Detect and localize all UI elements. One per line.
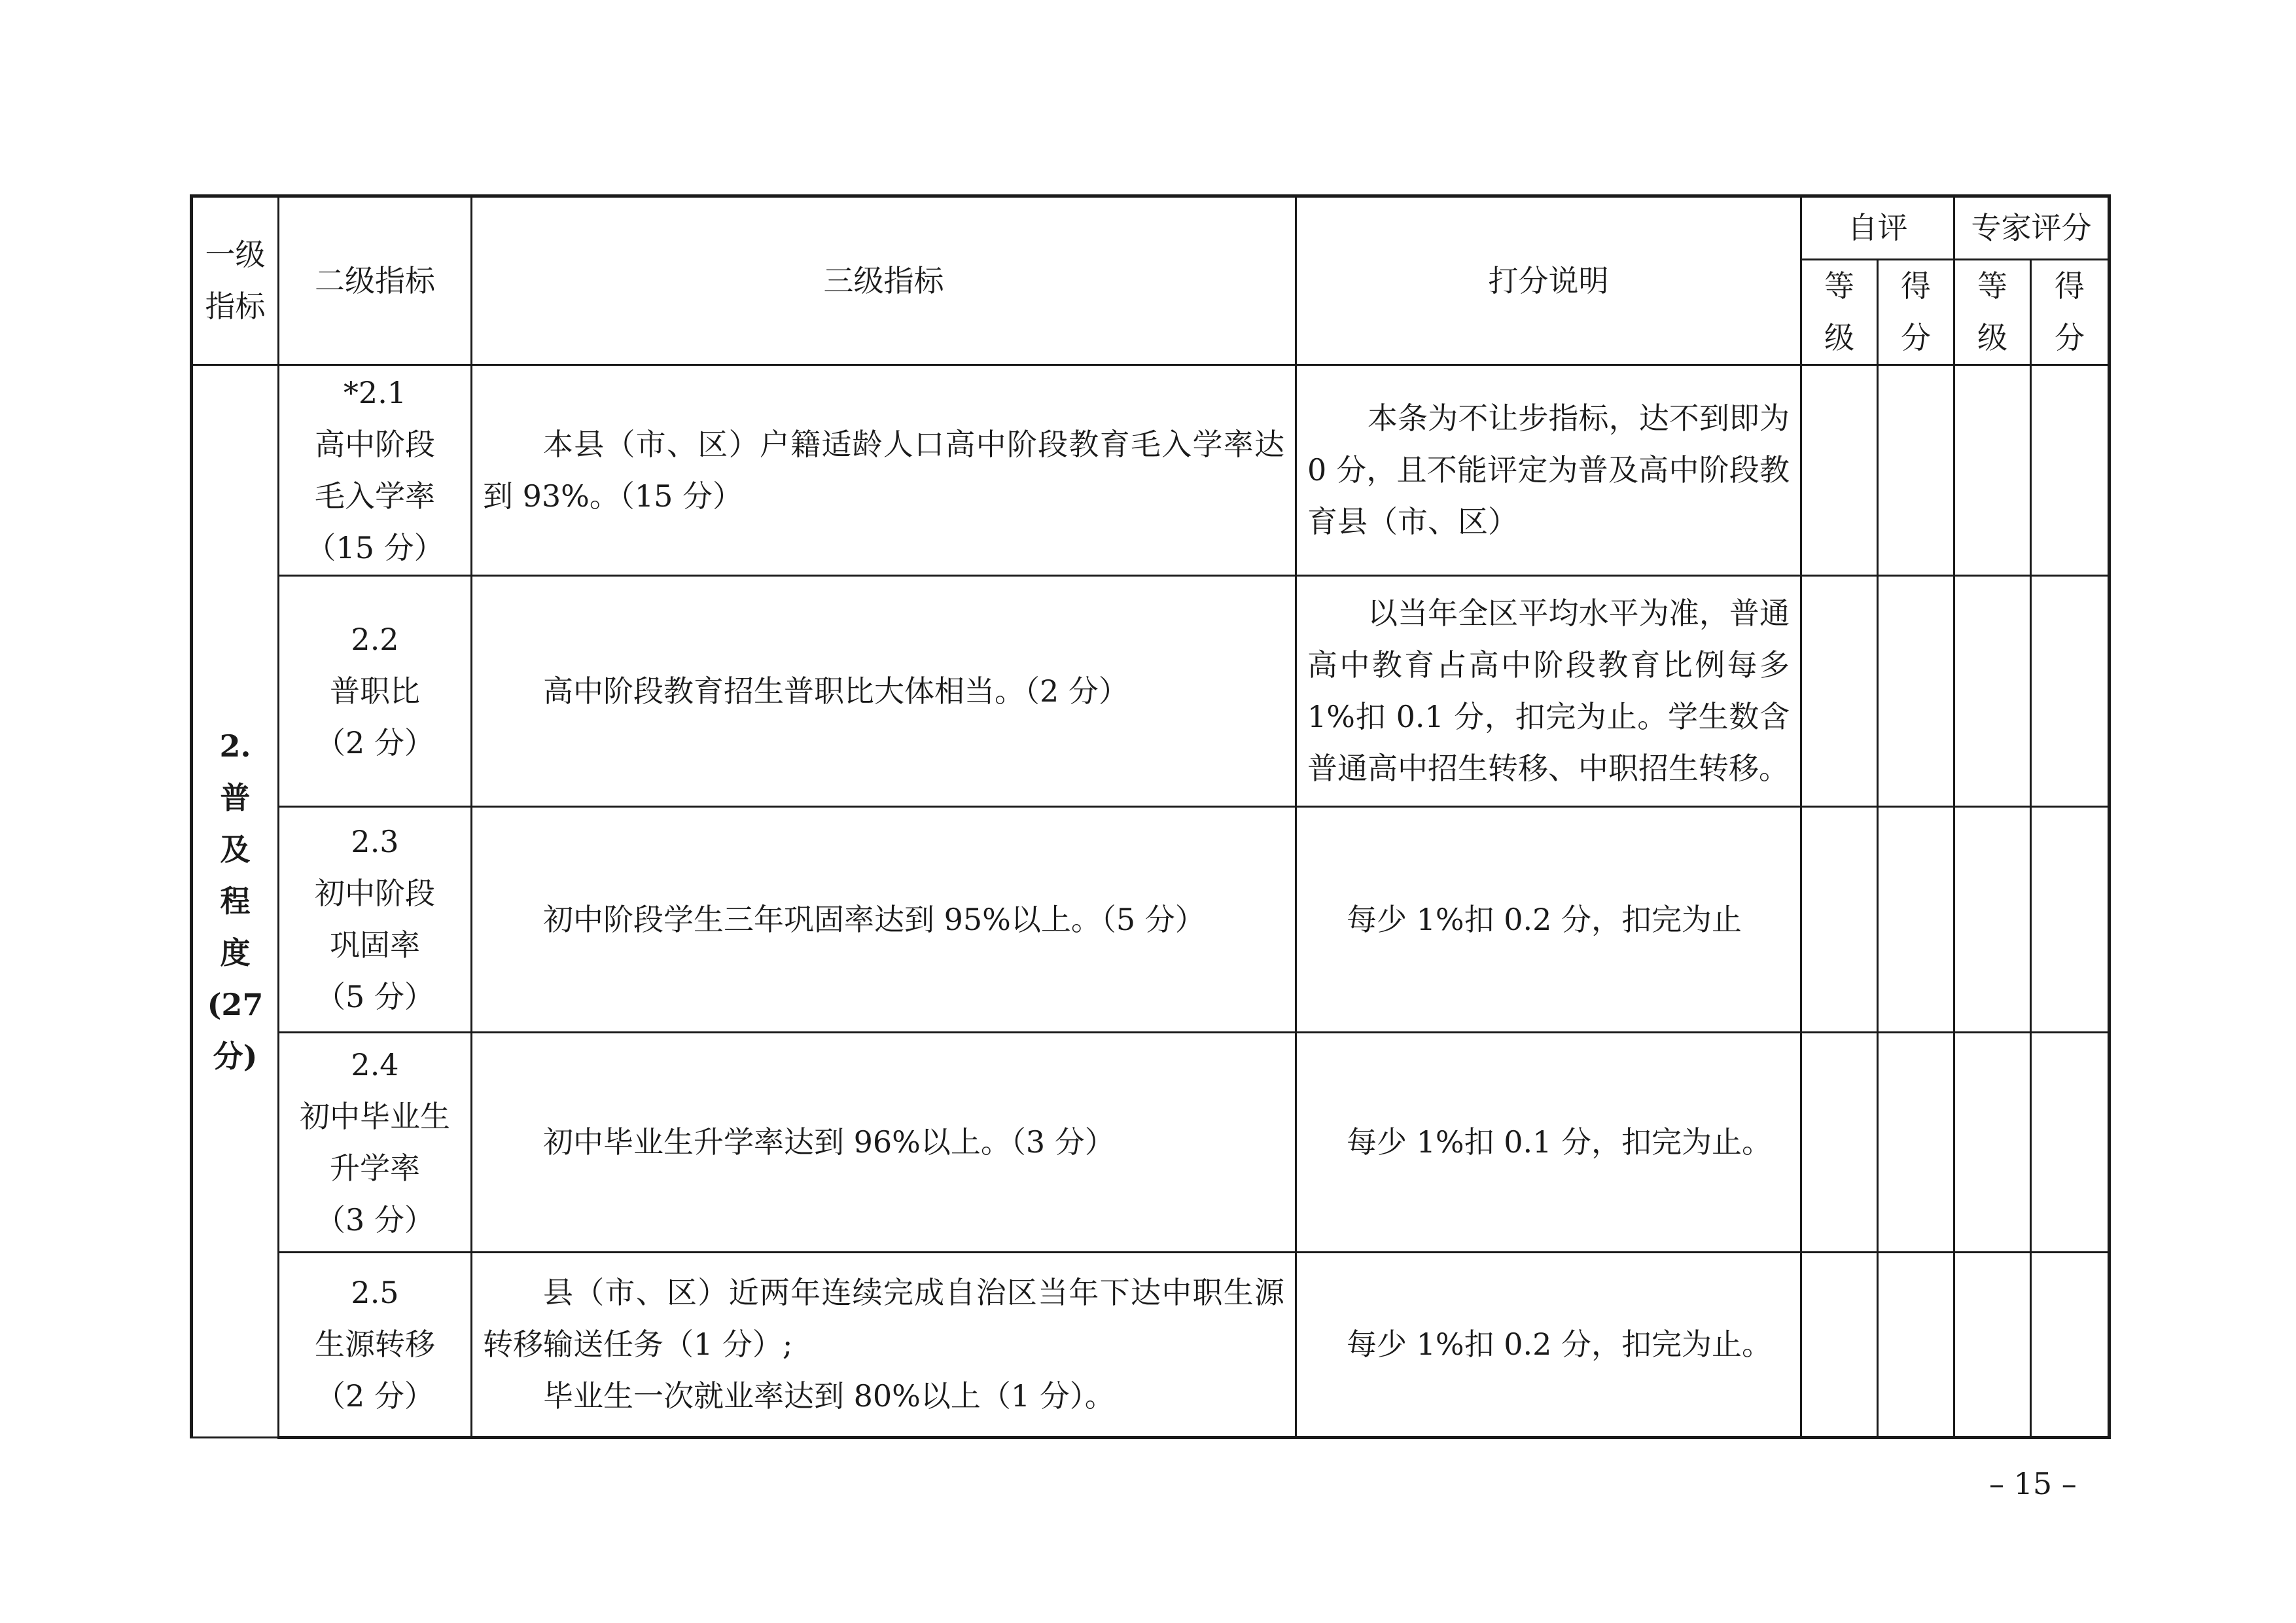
dimension-cell: 2. 普 及 程 度 (27 分) bbox=[192, 365, 279, 1438]
sub-indicator: 2.2 普职比 （2 分） bbox=[279, 576, 472, 807]
standard-text: 本县（市、区）户籍适龄人口高中阶段教育毛入学率达到 93%。（15 分） bbox=[472, 365, 1296, 576]
header-expert-grade: 等 级 bbox=[1954, 260, 2031, 365]
expert-points-cell[interactable] bbox=[2031, 807, 2110, 1033]
scoring-note: 每少 1%扣 0.1 分，扣完为止。 bbox=[1296, 1033, 1801, 1253]
header-scoring-note: 打分说明 bbox=[1296, 196, 1801, 365]
expert-points-cell[interactable] bbox=[2031, 1253, 2110, 1438]
evaluation-table bbox=[190, 194, 2111, 1439]
standard-text: 县（市、区）近两年连续完成自治区当年下达中职生源转移输送任务（1 分）; 毕业生一次就业率达到 80%以上（1 分）。 bbox=[472, 1253, 1296, 1438]
standard-text: 高中阶段教育招生普职比大体相当。（2 分） bbox=[472, 576, 1296, 807]
self-points-cell[interactable] bbox=[1878, 365, 1954, 576]
header-level1: 一级 指标 bbox=[192, 196, 279, 365]
header-self-eval: 自评 bbox=[1801, 196, 1954, 260]
sub-indicator: 2.3 初中阶段 巩固率 （5 分） bbox=[279, 807, 472, 1033]
sub-indicator: *2.1 高中阶段 毛入学率 （15 分） bbox=[279, 365, 472, 576]
expert-points-cell[interactable] bbox=[2031, 576, 2110, 807]
header-level2: 二级指标 bbox=[279, 196, 472, 365]
expert-grade-cell[interactable] bbox=[1954, 1033, 2031, 1253]
self-grade-cell[interactable] bbox=[1801, 576, 1878, 807]
expert-points-cell[interactable] bbox=[2031, 365, 2110, 576]
expert-grade-cell[interactable] bbox=[1954, 1253, 2031, 1438]
expert-grade-cell[interactable] bbox=[1954, 807, 2031, 1033]
header-self-grade: 等 级 bbox=[1801, 260, 1878, 365]
self-points-cell[interactable] bbox=[1878, 807, 1954, 1033]
self-grade-cell[interactable] bbox=[1801, 807, 1878, 1033]
scoring-note: 每少 1%扣 0.2 分，扣完为止 bbox=[1296, 807, 1801, 1033]
scoring-note: 每少 1%扣 0.2 分，扣完为止。 bbox=[1296, 1253, 1801, 1438]
scoring-note: 以当年全区平均水平为准，普通高中教育占高中阶段教育比例每多 1%扣 0.1 分，扣完为止。学生数含普通高中招生转移、中职招生转移。 bbox=[1296, 576, 1801, 807]
expert-grade-cell[interactable] bbox=[1954, 576, 2031, 807]
header-self-points: 得 分 bbox=[1878, 260, 1954, 365]
standard-text: 初中阶段学生三年巩固率达到 95%以上。（5 分） bbox=[472, 807, 1296, 1033]
header-expert-score: 专家评分 bbox=[1954, 196, 2110, 260]
sub-indicator: 2.5 生源转移 （2 分） bbox=[279, 1253, 472, 1438]
scoring-note: 本条为不让步指标，达不到即为 0 分，且不能评定为普及高中阶段教育县（市、区） bbox=[1296, 365, 1801, 576]
self-points-cell[interactable] bbox=[1878, 1033, 1954, 1253]
header-level3: 三级指标 bbox=[472, 196, 1296, 365]
self-grade-cell[interactable] bbox=[1801, 365, 1878, 576]
sub-indicator: 2.4 初中毕业生 升学率 （3 分） bbox=[279, 1033, 472, 1253]
self-points-cell[interactable] bbox=[1878, 1253, 1954, 1438]
page-number: – 15 – bbox=[1989, 1466, 2077, 1501]
expert-grade-cell[interactable] bbox=[1954, 365, 2031, 576]
self-grade-cell[interactable] bbox=[1801, 1033, 1878, 1253]
self-points-cell[interactable] bbox=[1878, 576, 1954, 807]
expert-points-cell[interactable] bbox=[2031, 1033, 2110, 1253]
standard-text: 初中毕业生升学率达到 96%以上。（3 分） bbox=[472, 1033, 1296, 1253]
self-grade-cell[interactable] bbox=[1801, 1253, 1878, 1438]
header-expert-points: 得 分 bbox=[2031, 260, 2110, 365]
